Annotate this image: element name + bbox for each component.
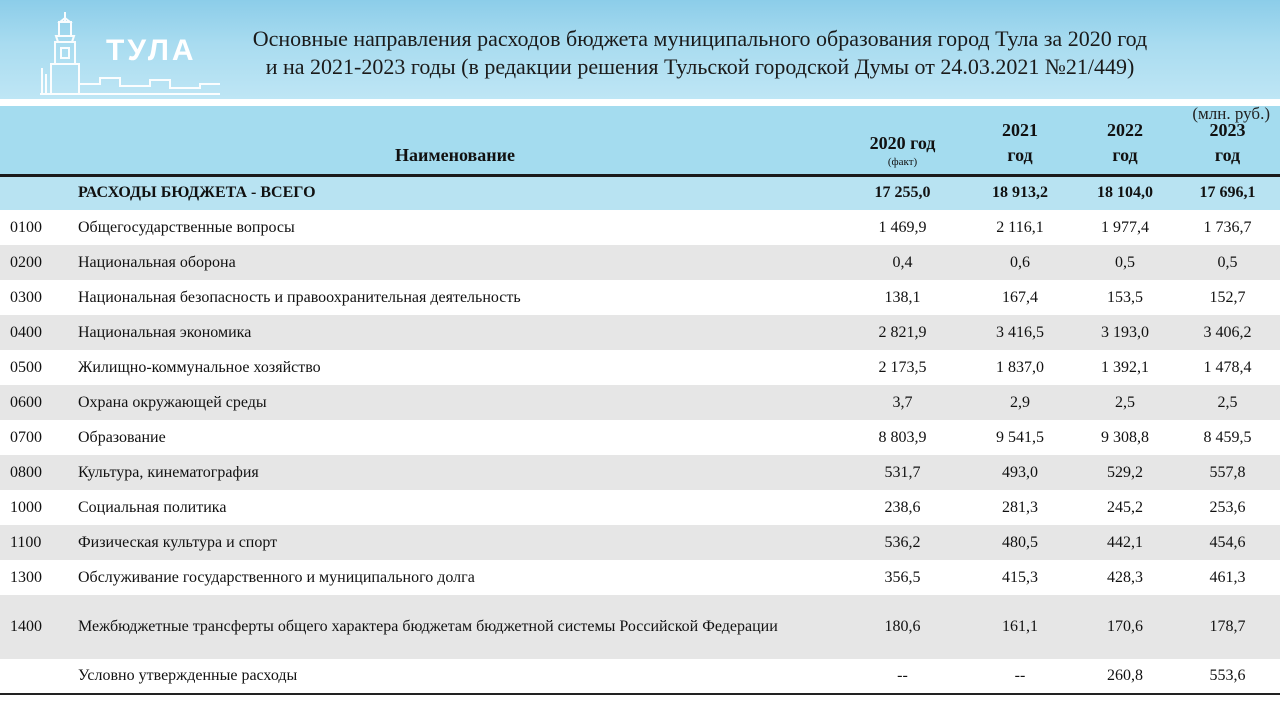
total-2023: 17 696,1	[1199, 184, 1256, 202]
row-value-2023: 557,8	[1209, 463, 1246, 481]
row-value-2023: 2,5	[1217, 393, 1238, 411]
row-value-2021: 3 416,5	[996, 323, 1044, 341]
header-year-2023-word: год	[1214, 144, 1241, 165]
table-row	[0, 210, 1280, 245]
row-code: 0200	[10, 253, 42, 271]
row-value-2023: 152,7	[1209, 288, 1246, 306]
header-year-2021-word: год	[1007, 144, 1033, 165]
row-value-2022: 0,5	[1115, 253, 1135, 271]
header-year-2022	[1075, 106, 1175, 175]
row-value-2022: 9 308,8	[1101, 428, 1149, 446]
total-2020: 17 255,0	[874, 184, 931, 202]
row-name: Общегосударственные вопросы	[78, 218, 295, 236]
row-value-2023: 0,5	[1217, 253, 1238, 271]
page-title: Основные направления расходов бюджета муниципального образования город Тула за 2020 год и на 2021-2023 годы (в редакции решения Тульской городской Думы от 24.03.2021 №21/449)	[252, 26, 1148, 79]
row-name: Обслуживание государственного и муниципального долга	[78, 568, 475, 586]
row-value-2021: 2 116,1	[996, 218, 1044, 236]
row-name: Образование	[78, 428, 166, 446]
row-code: 1100	[10, 533, 42, 551]
budget-table-container	[0, 106, 1280, 695]
row-name: Условно утвержденные расходы	[70, 659, 840, 694]
row-value-2022: 1 392,1	[1101, 358, 1149, 376]
row-value-2020: --	[840, 659, 965, 694]
row-code: 1400	[10, 618, 42, 635]
header-year-2021	[965, 106, 1075, 175]
table-row	[0, 525, 1280, 560]
row-name: Физическая культура и спорт	[78, 533, 278, 551]
header-code	[0, 106, 70, 175]
row-name: Национальная оборона	[78, 253, 236, 271]
row-value-2023: 1 478,4	[1203, 358, 1252, 376]
row-value-2022: 260,8	[1075, 659, 1175, 694]
row-value-2023: 8 459,5	[1203, 428, 1252, 446]
row-value-2023: 253,6	[1209, 498, 1246, 516]
row-value-2022: 428,3	[1107, 568, 1143, 586]
row-value-2022: 3 193,0	[1101, 323, 1149, 341]
row-value-2022: 1 977,4	[1101, 218, 1149, 236]
unit-label: (млн. руб.)	[1192, 104, 1270, 123]
row-value-2021: --	[965, 659, 1075, 694]
row-code: 0500	[10, 358, 42, 376]
row-value-2020: 2 821,9	[878, 323, 927, 341]
row-value-2020: 3,7	[892, 393, 913, 411]
table-row	[0, 560, 1280, 595]
header-year-2022-num: 2022	[1107, 119, 1143, 140]
row-value-2022: 153,5	[1107, 288, 1143, 306]
table-row	[0, 385, 1280, 420]
total-2021: 18 913,2	[992, 184, 1048, 202]
row-value-2022: 529,2	[1107, 463, 1143, 481]
row-value-2020: 8 803,9	[878, 428, 927, 446]
row-value-2023: 454,6	[1209, 533, 1246, 551]
header-year-2020	[840, 106, 965, 175]
row-value-2021: 167,4	[1002, 288, 1038, 306]
header-year-2022-word: год	[1112, 144, 1138, 165]
total-2022: 18 104,0	[1097, 184, 1153, 202]
row-value-2022: 442,1	[1107, 533, 1143, 551]
table-row	[0, 595, 1280, 659]
header-year-2020-sub: (факт)	[887, 155, 918, 168]
row-name: Социальная политика	[78, 498, 227, 516]
row-name: Межбюджетные трансферты общего характера бюджетам бюджетной системы Российской Федерации	[78, 618, 778, 635]
table-row	[0, 280, 1280, 315]
table-row	[0, 659, 1280, 694]
table-row	[0, 315, 1280, 350]
table-row	[0, 420, 1280, 455]
header-year-2020-label: 2020 год	[869, 132, 936, 153]
row-value-2020: 536,2	[884, 533, 921, 551]
banner-divider	[0, 99, 1280, 100]
row-code: 0800	[10, 463, 42, 481]
row-value-2021: 161,1	[1002, 618, 1038, 635]
row-value-2020: 138,1	[884, 288, 921, 306]
row-name: Национальная экономика	[78, 323, 252, 341]
row-value-2020: 1 469,9	[878, 218, 927, 236]
row-value-2020: 531,7	[884, 463, 921, 481]
row-name: Жилищно-коммунальное хозяйство	[78, 358, 321, 376]
row-value-2022: 2,5	[1115, 393, 1135, 411]
table-row	[0, 455, 1280, 490]
row-value-2020: 238,6	[884, 498, 921, 516]
header-year-2023-num: 2023	[1209, 119, 1246, 140]
row-value-2021: 493,0	[1002, 463, 1038, 481]
row-value-2021: 2,9	[1010, 393, 1030, 411]
row-value-2020: 180,6	[884, 618, 921, 635]
row-value-2023: 1 736,7	[1203, 218, 1252, 236]
row-value-2023: 461,3	[1209, 568, 1246, 586]
row-code: 0600	[10, 393, 42, 411]
row-code: 0400	[10, 323, 42, 341]
table-row	[0, 490, 1280, 525]
table-row	[0, 245, 1280, 280]
row-value-2021: 0,6	[1010, 253, 1030, 271]
header-year-2021-num: 2021	[1002, 119, 1038, 140]
budget-table	[0, 106, 1280, 695]
row-value-2020: 356,5	[884, 568, 921, 586]
row-value-2021: 415,3	[1002, 568, 1038, 586]
row-name: Национальная безопасность и правоохранительная деятельность	[78, 288, 521, 306]
row-value-2023: 553,6	[1175, 659, 1280, 694]
row-value-2023: 178,7	[1209, 618, 1246, 635]
row-value-2022: 170,6	[1107, 618, 1143, 635]
total-row	[0, 175, 1280, 210]
row-code	[0, 659, 70, 694]
table-header-row	[0, 106, 1280, 175]
row-code: 1000	[10, 498, 42, 516]
total-name: РАСХОДЫ БЮДЖЕТА - ВСЕГО	[78, 184, 316, 202]
header-banner	[0, 0, 1280, 100]
logo-text: ТУЛА	[106, 34, 197, 67]
row-name: Культура, кинематография	[78, 463, 259, 481]
row-value-2021: 9 541,5	[996, 428, 1044, 446]
row-name: Охрана окружающей среды	[78, 393, 267, 411]
row-value-2021: 1 837,0	[996, 358, 1044, 376]
table-row	[0, 350, 1280, 385]
row-value-2023: 3 406,2	[1203, 323, 1252, 341]
row-value-2021: 480,5	[1002, 533, 1038, 551]
row-code: 0300	[10, 288, 42, 306]
row-value-2020: 0,4	[892, 253, 913, 271]
row-code: 1300	[10, 568, 42, 586]
row-value-2021: 281,3	[1002, 498, 1038, 516]
row-value-2020: 2 173,5	[878, 358, 927, 376]
total-code	[0, 175, 70, 210]
row-code: 0700	[10, 428, 42, 446]
row-value-2022: 245,2	[1107, 498, 1143, 516]
row-code: 0100	[10, 218, 42, 236]
header-name: Наименование	[70, 106, 840, 175]
